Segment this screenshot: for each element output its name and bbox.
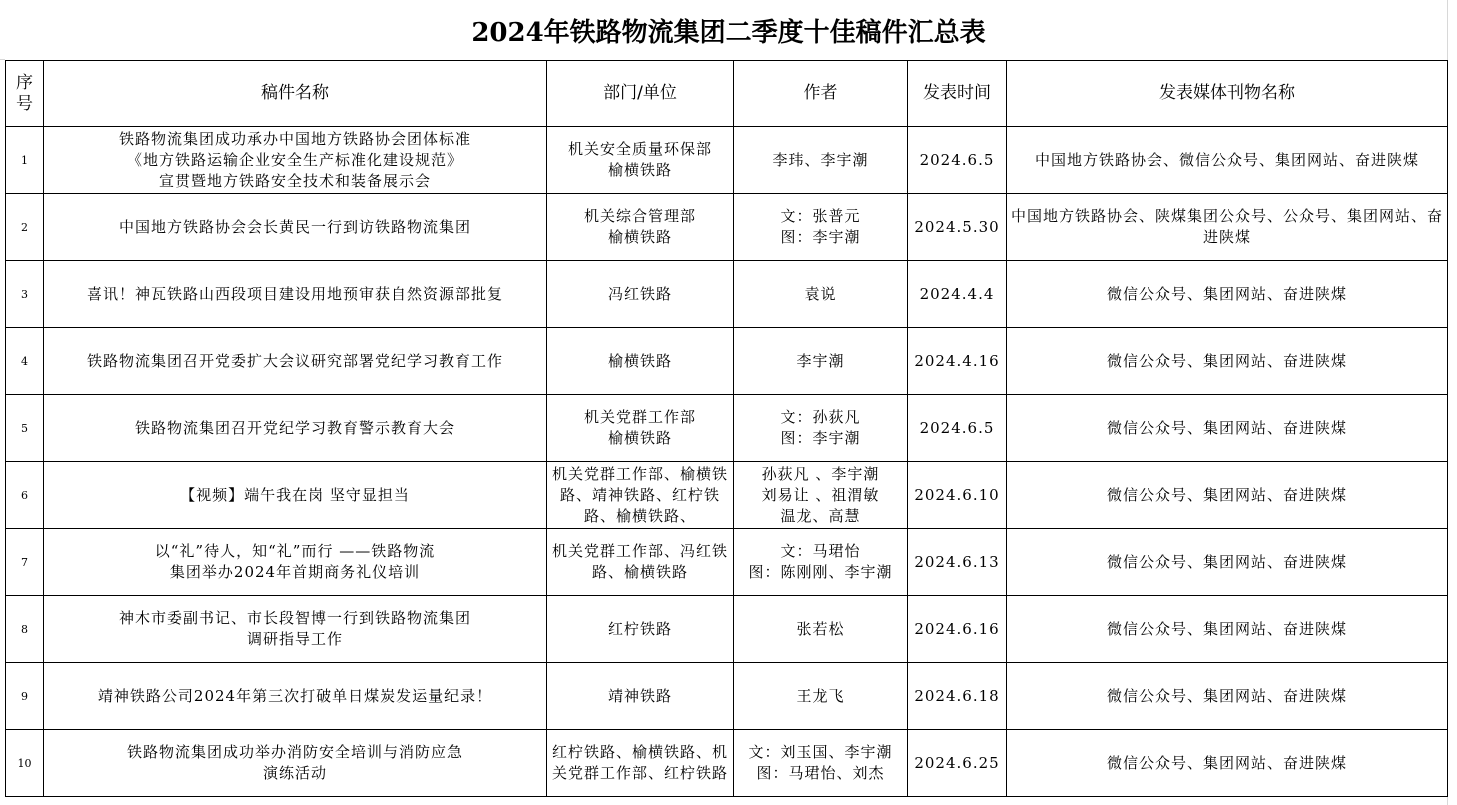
cell-date[interactable] xyxy=(908,328,1007,395)
summary-table xyxy=(5,60,1448,797)
cell-dept[interactable] xyxy=(547,663,734,730)
cell-seq-text: 5 xyxy=(21,421,28,435)
cell-dept[interactable] xyxy=(547,529,734,596)
table-row xyxy=(6,328,1448,395)
cell-media-text: 微信公众号、集团网站、奋进陕煤 xyxy=(1106,686,1347,705)
cell-name-text: 中国地方铁路协会会长黄民一行到访铁路物流集团 xyxy=(118,217,471,236)
cell-media[interactable] xyxy=(1007,194,1448,261)
table-row xyxy=(6,194,1448,261)
cell-name[interactable] xyxy=(44,127,547,194)
table-row xyxy=(6,261,1448,328)
cell-media[interactable] xyxy=(1007,328,1448,395)
cell-name-text: 铁路物流集团成功承办中国地方铁路协会团体标准 《地方铁路运输企业安全生产标准化建设规范》 宣贯暨地方铁路安全技术和装备展示会 xyxy=(118,129,471,190)
sheet-title[interactable]: 2024年铁路物流集团二季度十佳稿件汇总表 xyxy=(471,17,986,48)
cell-author[interactable] xyxy=(734,596,908,663)
cell-dept[interactable] xyxy=(547,395,734,462)
cell-media-text: 微信公众号、集团网站、奋进陕煤 xyxy=(1106,351,1347,370)
cell-name-text: 喜讯！神瓦铁路山西段项目建设用地预审获自然资源部批复 xyxy=(86,284,503,303)
cell-dept[interactable] xyxy=(547,596,734,663)
cell-name[interactable] xyxy=(44,194,547,261)
cell-author[interactable] xyxy=(734,663,908,730)
cell-name[interactable] xyxy=(44,596,547,663)
header-name[interactable]: 稿件名称 xyxy=(44,61,547,127)
cell-seq[interactable] xyxy=(6,596,44,663)
cell-author-text: 文：刘玉国、李宇潮 图：马珺怡、刘杰 xyxy=(748,743,893,782)
table-row xyxy=(6,395,1448,462)
cell-date[interactable] xyxy=(908,663,1007,730)
table-row xyxy=(6,730,1448,797)
cell-media-text: 微信公众号、集团网站、奋进陕煤 xyxy=(1106,485,1347,504)
table-row xyxy=(6,462,1448,529)
cell-dept-text: 机关党群工作部、冯红铁路、榆横铁路 xyxy=(551,542,728,581)
cell-dept-text: 靖神铁路 xyxy=(607,686,672,705)
cell-name[interactable] xyxy=(44,663,547,730)
table-row xyxy=(6,596,1448,663)
cell-seq-text: 8 xyxy=(21,622,28,636)
cell-media[interactable] xyxy=(1007,730,1448,797)
cell-name-text: 铁路物流集团召开党纪学习教育警示教育大会 xyxy=(134,418,455,437)
cell-author-text: 王龙飞 xyxy=(796,686,845,705)
cell-date[interactable] xyxy=(908,529,1007,596)
cell-author-text: 张若松 xyxy=(796,619,845,638)
cell-dept-text: 冯红铁路 xyxy=(607,284,672,303)
cell-media-text: 中国地方铁路协会、微信公众号、集团网站、奋进陕煤 xyxy=(1034,150,1419,169)
cell-dept-text: 机关党群工作部 榆横铁路 xyxy=(583,408,696,447)
cell-seq-text: 10 xyxy=(17,756,32,770)
cell-media-text: 微信公众号、集团网站、奋进陕煤 xyxy=(1106,552,1347,571)
table-row xyxy=(6,529,1448,596)
cell-dept-text: 机关安全质量环保部 榆横铁路 xyxy=(567,140,712,179)
cell-seq-text: 4 xyxy=(21,354,28,368)
cell-date-text: 2024.6.16 xyxy=(914,619,1000,638)
cell-author[interactable] xyxy=(734,194,908,261)
table-row xyxy=(6,127,1448,194)
cell-date[interactable] xyxy=(908,730,1007,797)
cell-dept-text: 机关党群工作部、榆横铁路、靖神铁路、红柠铁路、榆横铁路、 xyxy=(551,464,728,525)
header-seq[interactable]: 序 号 xyxy=(6,61,44,127)
cell-author[interactable] xyxy=(734,462,908,529)
cell-name[interactable] xyxy=(44,730,547,797)
cell-dept[interactable] xyxy=(547,462,734,529)
cell-name[interactable] xyxy=(44,261,547,328)
cell-dept[interactable] xyxy=(547,127,734,194)
cell-author-text: 文：张普元 图：李宇潮 xyxy=(780,207,861,246)
cell-name-text: 靖神铁路公司2024年第三次打破单日煤炭发运量纪录！ xyxy=(97,686,493,705)
cell-media[interactable] xyxy=(1007,596,1448,663)
cell-seq[interactable] xyxy=(6,328,44,395)
cell-date[interactable] xyxy=(908,395,1007,462)
cell-date[interactable] xyxy=(908,596,1007,663)
cell-name-text: 以“礼”待人，知“礼”而行 ——铁路物流 集团举办2024年首期商务礼仪培训 xyxy=(154,542,436,581)
cell-media-text: 微信公众号、集团网站、奋进陕煤 xyxy=(1106,284,1347,303)
header-author[interactable]: 作者 xyxy=(734,61,908,127)
cell-seq[interactable] xyxy=(6,730,44,797)
cell-dept-text: 红柠铁路、榆横铁路、机关党群工作部、红柠铁路 xyxy=(551,743,728,782)
cell-date-text: 2024.4.4 xyxy=(919,284,995,303)
cell-author-text: 文：马珺怡 图：陈刚刚、李宇潮 xyxy=(748,542,893,581)
cell-seq-text: 2 xyxy=(21,220,28,234)
cell-dept[interactable] xyxy=(547,194,734,261)
header-dept[interactable]: 部门/单位 xyxy=(547,61,734,127)
cell-media[interactable] xyxy=(1007,529,1448,596)
cell-seq-text: 9 xyxy=(21,689,28,703)
cell-author-text: 文：孙荻凡 图：李宇潮 xyxy=(780,408,861,447)
cell-date[interactable] xyxy=(908,462,1007,529)
header-row xyxy=(6,61,1448,127)
cell-media-text: 微信公众号、集团网站、奋进陕煤 xyxy=(1106,619,1347,638)
table-row xyxy=(6,663,1448,730)
cell-dept[interactable] xyxy=(547,261,734,328)
cell-media[interactable] xyxy=(1007,663,1448,730)
cell-media[interactable] xyxy=(1007,395,1448,462)
cell-author[interactable] xyxy=(734,529,908,596)
cell-media[interactable] xyxy=(1007,261,1448,328)
cell-dept-text: 红柠铁路 xyxy=(607,619,672,638)
cell-author-text: 李宇潮 xyxy=(796,351,845,370)
cell-seq-text: 7 xyxy=(21,555,28,569)
cell-name[interactable] xyxy=(44,462,547,529)
cell-author-text: 孙荻凡 、李宇潮 刘易让 、祖渭敏 温龙、高慧 xyxy=(761,464,880,525)
cell-seq[interactable] xyxy=(6,261,44,328)
cell-seq[interactable] xyxy=(6,462,44,529)
cell-seq[interactable] xyxy=(6,663,44,730)
cell-seq[interactable] xyxy=(6,395,44,462)
cell-seq[interactable] xyxy=(6,529,44,596)
cell-author[interactable] xyxy=(734,261,908,328)
cell-dept-text: 榆横铁路 xyxy=(607,351,672,370)
cell-date[interactable] xyxy=(908,194,1007,261)
cell-seq[interactable] xyxy=(6,194,44,261)
cell-name[interactable] xyxy=(44,529,547,596)
cell-seq-text: 1 xyxy=(21,153,28,167)
cell-name-text: 铁路物流集团成功举办消防安全培训与消防应急 演练活动 xyxy=(126,743,463,782)
cell-seq-text: 6 xyxy=(21,488,28,502)
cell-name-text: 铁路物流集团召开党委扩大会议研究部署党纪学习教育工作 xyxy=(86,351,503,370)
cell-media[interactable] xyxy=(1007,127,1448,194)
cell-dept[interactable] xyxy=(547,328,734,395)
cell-name-text: 【视频】端午我在岗 坚守显担当 xyxy=(180,485,410,504)
cell-date-text: 2024.6.5 xyxy=(919,150,995,169)
cell-date-text: 2024.6.13 xyxy=(914,552,1000,571)
cell-media[interactable] xyxy=(1007,462,1448,529)
cell-author-text: 袁说 xyxy=(804,284,837,303)
cell-name-text: 神木市委副书记、市长段智博一行到铁路物流集团 调研指导工作 xyxy=(118,609,471,648)
cell-date-text: 2024.5.30 xyxy=(914,217,1000,236)
cell-media-text: 微信公众号、集团网站、奋进陕煤 xyxy=(1106,418,1347,437)
cell-seq-text: 3 xyxy=(21,287,28,301)
cell-media-text: 中国地方铁路协会、陕煤集团公众号、公众号、集团网站、奋进陕煤 xyxy=(1011,207,1443,246)
header-media[interactable]: 发表媒体刊物名称 xyxy=(1007,61,1448,127)
cell-name[interactable] xyxy=(44,395,547,462)
cell-dept-text: 机关综合管理部 榆横铁路 xyxy=(583,207,696,246)
cell-date-text: 2024.6.25 xyxy=(914,753,1000,772)
cell-date-text: 2024.6.5 xyxy=(919,418,995,437)
header-date[interactable]: 发表时间 xyxy=(908,61,1007,127)
cell-author[interactable] xyxy=(734,730,908,797)
cell-author-text: 李玮、李宇潮 xyxy=(772,150,869,169)
cell-author[interactable] xyxy=(734,127,908,194)
cell-date[interactable] xyxy=(908,261,1007,328)
cell-date[interactable] xyxy=(908,127,1007,194)
cell-date-text: 2024.6.18 xyxy=(914,686,1000,705)
cell-seq[interactable] xyxy=(6,127,44,194)
cell-name[interactable] xyxy=(44,328,547,395)
cell-author[interactable] xyxy=(734,395,908,462)
cell-dept[interactable] xyxy=(547,730,734,797)
cell-author[interactable] xyxy=(734,328,908,395)
cell-date-text: 2024.4.16 xyxy=(914,351,1000,370)
cell-date-text: 2024.6.10 xyxy=(914,485,1000,504)
cell-media-text: 微信公众号、集团网站、奋进陕煤 xyxy=(1106,753,1347,772)
